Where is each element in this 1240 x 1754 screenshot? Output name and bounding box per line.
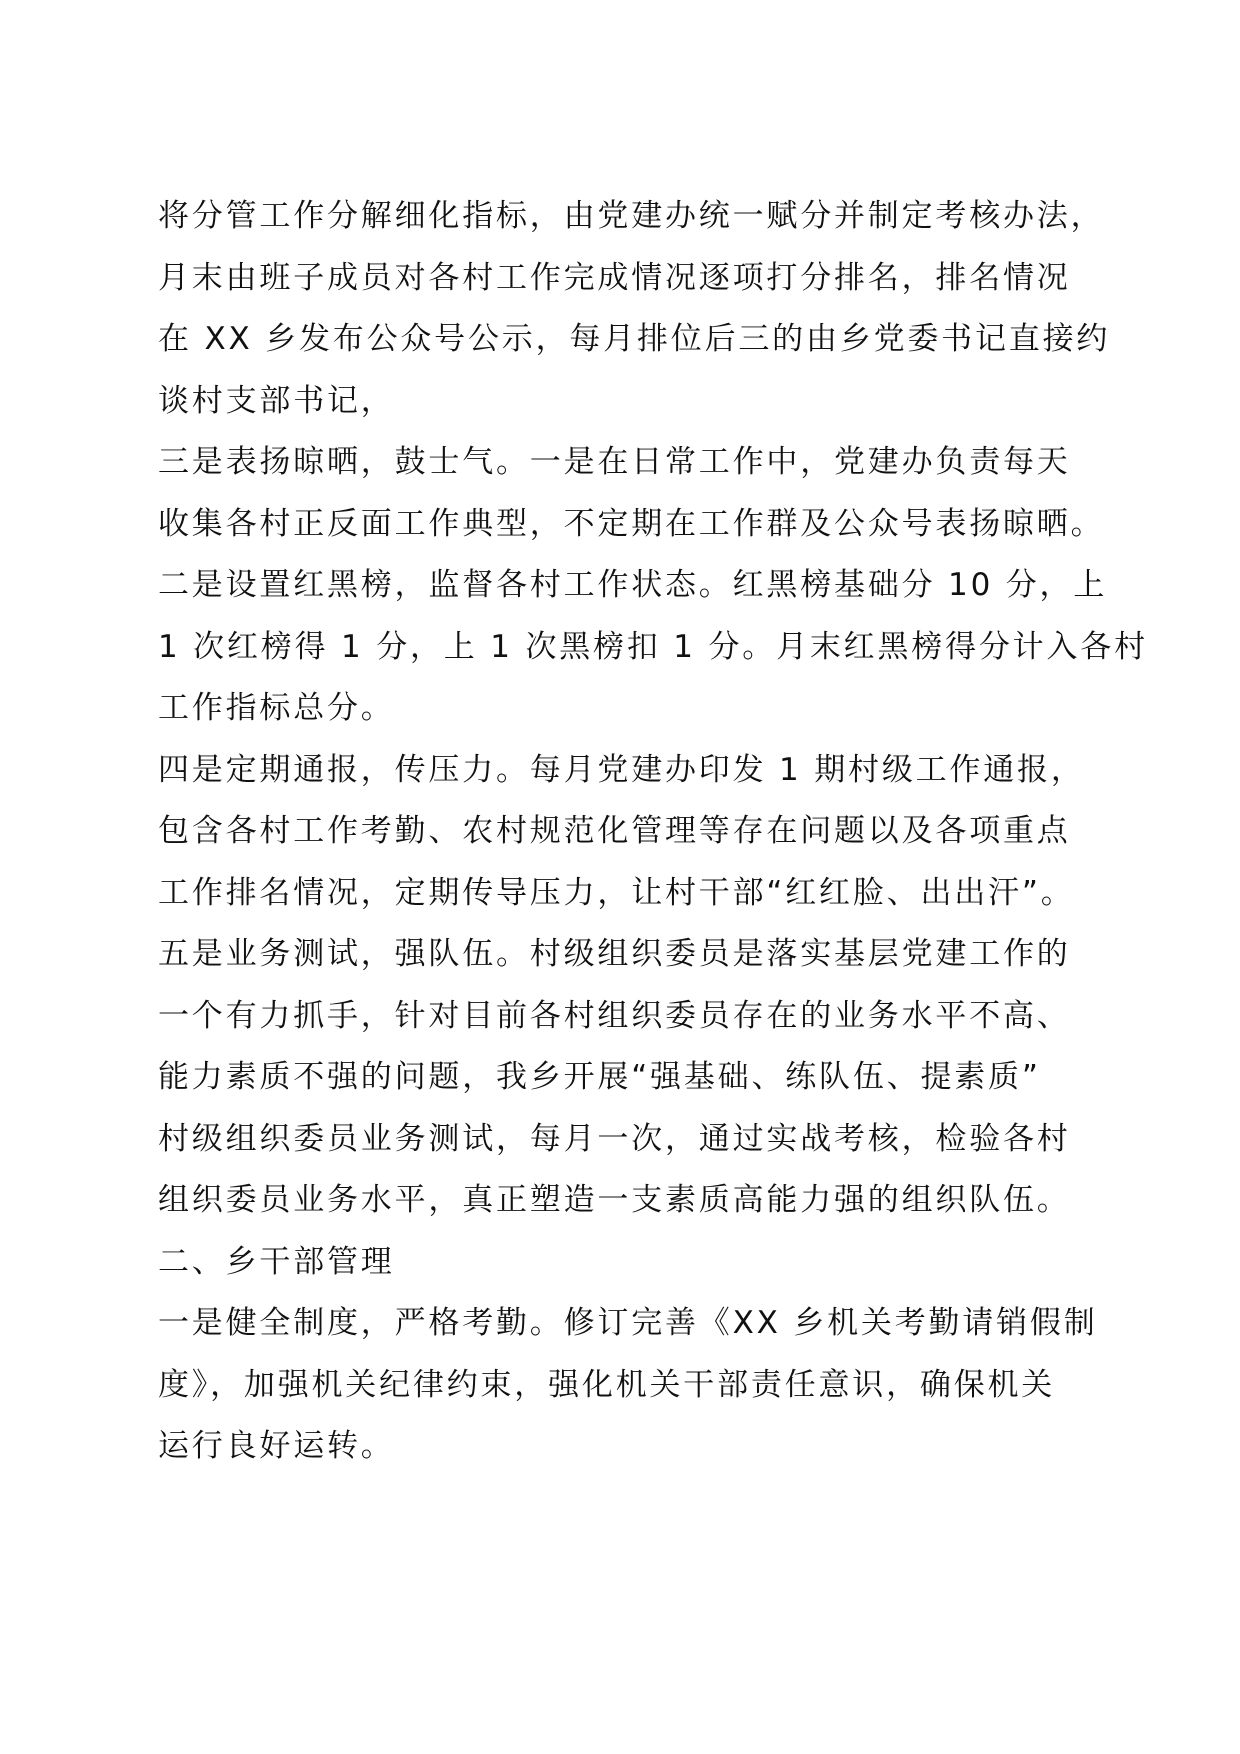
text-line-1: 将分管工作分解细化指标，由党建办统一赋分并制定考核办法， — [158, 198, 1105, 234]
text-line-11: 包含各村工作考勤、农村规范化管理等存在问题以及各项重点 — [158, 813, 1071, 849]
text-line-8: 1 次红榜得 1 分，上 1 次黑榜扣 1 分。月末红黑榜得分计入各村 — [158, 628, 1148, 665]
text-line-17: 组织委员业务水平，真正塑造一支素质高能力强的组织队伍。 — [158, 1182, 1071, 1218]
text-line-10: 四是定期通报，传压力。每月党建办印发 1 期村级工作通报， — [158, 751, 1085, 788]
text-line-13: 五是业务测试，强队伍。村级组织委员是落实基层党建工作的 — [158, 936, 1071, 972]
text-line-15: 能力素质不强的问题，我乡开展“强基础、练队伍、提素质” — [158, 1059, 1041, 1095]
text-line-2: 月末由班子成员对各村工作完成情况逐项打分排名，排名情况 — [158, 259, 1071, 296]
document-body — [158, 186, 1148, 1478]
text-line-4: 谈村支部书记， — [158, 382, 395, 419]
text-line-9: 工作指标总分。 — [158, 690, 395, 726]
text-line-21: 运行良好运转。 — [158, 1428, 395, 1464]
text-line-3: 在 XX 乡发布公众号公示，每月排位后三的由乡党委书记直接约 — [158, 321, 1111, 357]
text-line-12: 工作排名情况，定期传导压力，让村干部“红红脸、出出汗”。 — [158, 874, 1075, 911]
text-line-5: 三是表扬晾晒，鼓士气。一是在日常工作中，党建办负责每天 — [158, 444, 1071, 480]
text-line-14: 一个有力抓手，针对目前各村组织委员存在的业务水平不高、 — [158, 997, 1071, 1034]
section-heading: 二、乡干部管理 — [158, 1243, 395, 1280]
text-line-19: 一是健全制度，严格考勤。修订完善《XX 乡机关考勤请销假制 — [158, 1305, 1098, 1341]
text-line-7: 二是设置红黑榜，监督各村工作状态。红黑榜基础分 10 分，上 — [158, 567, 1108, 603]
text-line-6: 收集各村正反面工作典型，不定期在工作群及公众号表扬晾晒。 — [158, 505, 1105, 542]
text-line-20: 度》，加强机关纪律约束，强化机关干部责任意识，确保机关 — [158, 1366, 1056, 1403]
text-line-16: 村级组织委员业务测试，每月一次，通过实战考核，检验各村 — [158, 1120, 1071, 1157]
